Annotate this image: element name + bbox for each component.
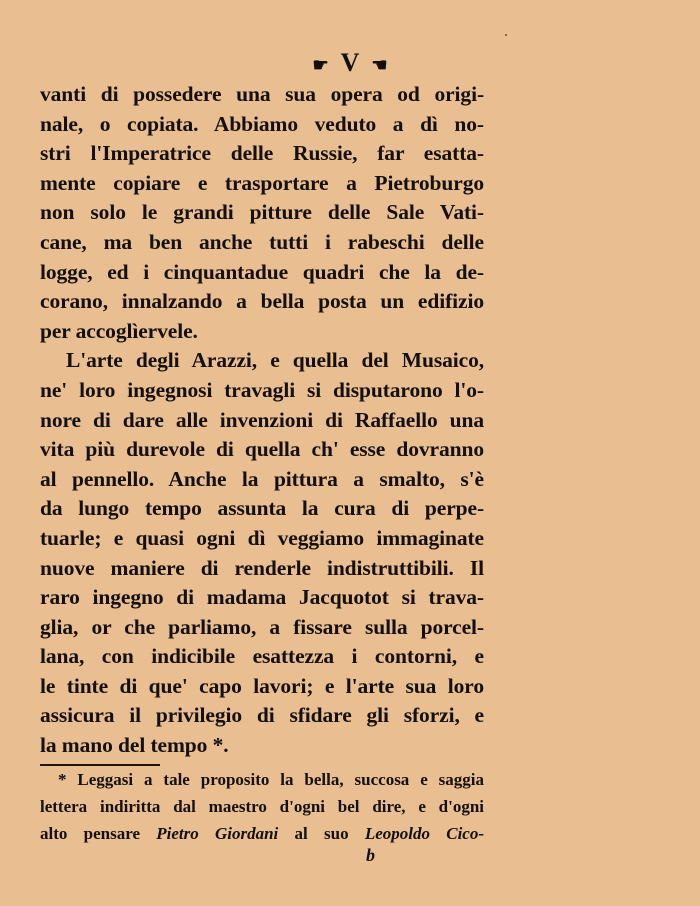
text-line: logge, ed i cinquantadue quadri che la de- — [40, 259, 484, 284]
text-line: ne' loro ingegnosi travagli si disputarono l'o- — [40, 377, 484, 402]
signature-mark: b — [366, 845, 375, 865]
text-line: non solo le grandi pitture delle Sale Vati- — [40, 200, 484, 225]
text-line: per accoglìervele. — [40, 318, 198, 343]
text-line: raro ingegno di madama Jacquotot si trava- — [40, 585, 484, 610]
footnote-line — [40, 820, 484, 847]
footnote-line: lettera indiritta dal maestro d'ogni bel dire, e d'ogni — [40, 797, 484, 816]
paper-speck — [505, 34, 507, 36]
footnote-name-cicognara: Leopoldo Cico- — [364, 824, 484, 843]
text-line: cane, ma ben anche tutti i rabeschi delle — [40, 229, 484, 254]
footnote — [40, 766, 484, 847]
page-header — [0, 48, 700, 78]
text-line: L'arte degli Arazzi, e quella del Musaico, — [66, 348, 484, 373]
main-text — [40, 80, 484, 761]
text-line: nore di dare alle invenzioni di Raffaello una — [40, 407, 484, 432]
pointing-hand-right-ornament: ☚ — [371, 55, 388, 76]
text-line: assicura il privilegio di sfidare gli sforzi, e — [40, 703, 484, 728]
page-number: V — [340, 48, 359, 77]
text-line: la mano del tempo *. — [40, 733, 229, 758]
text-line: mente copiare e trasportare a Pietroburgo — [40, 170, 484, 195]
text-line: nale, o copiata. Abbiamo veduto a dì no- — [40, 111, 484, 136]
text-line: nuove maniere di renderle indistruttibili. Il — [40, 555, 484, 580]
text-line: glia, or che parliamo, a fissare sulla porcel- — [40, 614, 484, 639]
footnote-name-giordani: Pietro Giordani — [156, 824, 279, 843]
text-line: lana, con indicibile esattezza i contorni, e — [40, 644, 484, 669]
text-line: le tinte di que' capo lavori; e l'arte sua loro — [40, 673, 484, 698]
text-line: da lungo tempo assunta la cura di perpe- — [40, 496, 484, 521]
text-line: corano, innalzando a bella posta un edifizio — [40, 289, 484, 314]
footnote-text: alto pensare — [40, 824, 157, 843]
pointing-hand-left-ornament: ☛ — [312, 55, 329, 76]
footnote-line: * Leggasi a tale proposito la bella, succosa e saggia — [58, 770, 484, 789]
text-line: vanti di possedere una sua opera od origi- — [40, 82, 484, 106]
text-line: stri l'Imperatrice delle Russie, far esatta- — [40, 141, 484, 166]
text-line: tuarle; e quasi ogni dì veggiamo immaginate — [40, 525, 484, 550]
footnote-text: al suo — [278, 824, 365, 843]
text-line: vita più durevole di quella ch' esse dovranno — [40, 437, 484, 462]
text-line: al pennello. Anche la pittura a smalto, s'è — [40, 466, 484, 491]
